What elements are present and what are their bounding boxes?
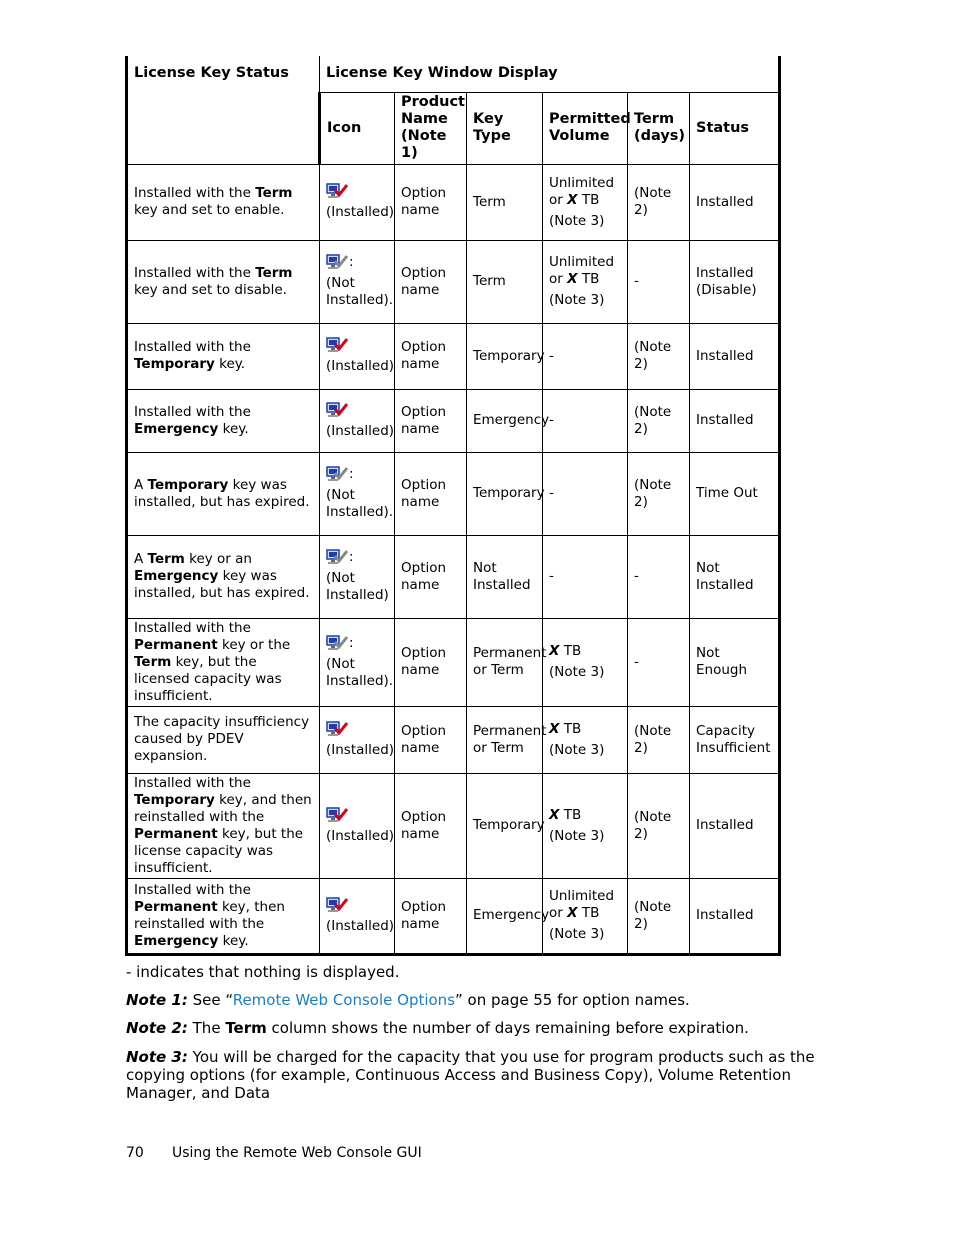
icon-cell <box>320 389 395 452</box>
status-cell: Installed <box>690 323 780 389</box>
bold-term: Term <box>255 185 293 201</box>
icon-cell <box>320 773 395 878</box>
icon-cell <box>320 706 395 773</box>
header-license-key-window-display: License Key Window Display <box>320 56 780 92</box>
license-not-installed-icon <box>326 635 348 652</box>
remote-web-console-options-link[interactable]: Remote Web Console Options <box>232 991 456 1009</box>
license-key-status-cell <box>127 240 320 323</box>
license-key-status-cell <box>127 389 320 452</box>
icon-state-label: (Installed) <box>326 741 395 758</box>
text-fragment: Unlimited <box>549 888 615 904</box>
icon-state-label: (Not Installed). <box>326 487 394 520</box>
bold-term: Emergency <box>134 568 219 584</box>
text-fragment: key, and then reinstalled with the <box>134 791 312 825</box>
icon-state-label: (Not Installed) <box>326 570 389 603</box>
product-name-cell: Option name <box>395 240 467 323</box>
text-fragment: Unlimited <box>549 254 615 270</box>
text-fragment: key was installed, but has expired. <box>134 568 310 601</box>
icon-wrap <box>326 254 388 271</box>
text-fragment: (Note 3) <box>549 664 605 680</box>
icon-state-label: (Installed) <box>326 827 395 844</box>
volume-line <box>549 568 621 585</box>
volume-line <box>549 348 621 365</box>
key-type-cell: Permanent or Term <box>467 706 543 773</box>
text-fragment: Installed with the <box>134 881 251 898</box>
license-key-status-cell <box>127 618 320 706</box>
text-fragment: Installed with the <box>134 774 251 791</box>
license-key-table <box>125 56 781 956</box>
table-row <box>127 389 780 452</box>
note-1-post: ” on page 55 for option names. <box>455 991 690 1009</box>
note-2-term: Term <box>225 1019 267 1037</box>
term-days-cell: - <box>628 618 690 706</box>
volume-line <box>549 828 621 845</box>
text-fragment: key, but the license capacity was insufficient. <box>134 825 304 876</box>
note-1 <box>126 991 816 1009</box>
dash-note: - indicates that nothing is displayed. <box>126 963 400 981</box>
volume-line <box>549 175 621 192</box>
icon-state-label: (Not Installed). <box>326 655 394 689</box>
status-cell: Installed (Disable) <box>690 240 780 323</box>
text-fragment: TB <box>577 271 600 287</box>
bold-term: X <box>567 271 578 287</box>
volume-line <box>549 888 621 905</box>
product-name-cell: Option name <box>395 618 467 706</box>
icon-cell <box>320 618 395 706</box>
text-fragment: Unlimited <box>549 174 615 191</box>
status-cell: Installed <box>690 164 780 240</box>
text-fragment: key or an <box>184 551 252 567</box>
bold-term: Temporary <box>134 356 215 372</box>
icon-wrap <box>326 635 388 652</box>
note-3-label: Note 3: <box>126 1048 188 1066</box>
icon-wrap <box>326 337 388 354</box>
header-permitted-volume: Permitted Volume <box>543 92 628 164</box>
license-not-installed-icon <box>326 254 348 271</box>
table-row <box>127 323 780 389</box>
icon-wrap <box>326 721 388 738</box>
license-not-installed-icon <box>326 466 348 483</box>
text-fragment: or <box>549 905 568 921</box>
icon-state-label: (Installed) <box>326 358 395 374</box>
term-days-cell: - <box>628 535 690 618</box>
permitted-volume-cell <box>543 773 628 878</box>
volume-line <box>549 721 621 738</box>
icon-wrap <box>326 807 388 824</box>
text-fragment: (Note 3) <box>549 292 605 308</box>
text-fragment: TB <box>577 905 600 921</box>
permitted-volume-cell <box>543 323 628 389</box>
note-3 <box>126 1048 816 1102</box>
text-fragment: (Note 3) <box>549 212 605 229</box>
footer-section: Using the Remote Web Console GUI <box>172 1145 422 1161</box>
status-cell: Installed <box>690 773 780 878</box>
text-fragment: - <box>549 412 554 428</box>
product-name-cell: Option name <box>395 706 467 773</box>
permitted-volume-cell <box>543 389 628 452</box>
table-row <box>127 164 780 240</box>
icon-cell <box>320 452 395 535</box>
icon-cell <box>320 878 395 954</box>
license-installed-icon <box>326 721 348 738</box>
text-fragment: key. <box>214 356 246 372</box>
bold-term: Permanent <box>134 898 218 915</box>
icon-wrap <box>326 549 388 566</box>
product-name-cell: Option name <box>395 323 467 389</box>
bold-term: Term <box>134 653 172 670</box>
icon-colon: : <box>349 466 354 482</box>
header-key-type: Key Type <box>467 92 543 164</box>
table-row <box>127 618 780 706</box>
term-days-cell: (Note 2) <box>628 323 690 389</box>
product-name-cell: Option name <box>395 164 467 240</box>
text-fragment: Installed with the <box>134 185 256 201</box>
term-days-cell: (Note 2) <box>628 389 690 452</box>
text-fragment: TB <box>559 720 582 737</box>
product-name-cell: Option name <box>395 773 467 878</box>
bold-term: Term <box>147 551 185 567</box>
text-fragment: key, but the licensed capacity was insufficient. <box>134 653 282 704</box>
icon-wrap <box>326 183 388 200</box>
text-fragment: key. <box>218 932 249 949</box>
icon-state-label: (Not Installed). <box>326 275 394 308</box>
volume-line <box>549 412 621 429</box>
volume-line <box>549 213 621 230</box>
text-fragment: key and set to enable. <box>134 202 285 218</box>
term-days-cell: - <box>628 240 690 323</box>
text-fragment: or <box>549 271 568 287</box>
bold-term: Emergency <box>134 420 219 437</box>
license-not-installed-icon <box>326 549 348 566</box>
note-1-pre: See “ <box>187 991 233 1009</box>
icon-cell <box>320 535 395 618</box>
permitted-volume-cell <box>543 452 628 535</box>
key-type-cell: Permanent or Term <box>467 618 543 706</box>
table-row <box>127 240 780 323</box>
note-2-label: Note 2: <box>126 1019 188 1037</box>
license-key-status-cell <box>127 878 320 954</box>
bold-term: Emergency <box>134 932 219 949</box>
volume-line <box>549 254 621 271</box>
volume-line <box>549 643 621 660</box>
term-days-cell: (Note 2) <box>628 164 690 240</box>
status-cell: Not Enough <box>690 618 780 706</box>
status-cell: Installed <box>690 878 780 954</box>
permitted-volume-cell <box>543 535 628 618</box>
bold-term: Temporary <box>134 791 215 808</box>
license-key-status-cell <box>127 773 320 878</box>
text-fragment: (Note 3) <box>549 926 605 942</box>
bold-term: X <box>567 191 578 208</box>
table-row <box>127 706 780 773</box>
term-days-cell: (Note 2) <box>628 773 690 878</box>
text-fragment: - <box>549 347 554 364</box>
table-row <box>127 535 780 618</box>
volume-line <box>549 742 621 759</box>
license-installed-icon <box>326 337 348 354</box>
page-number: 70 <box>126 1145 144 1161</box>
bold-term: X <box>549 806 560 823</box>
icon-colon: : <box>349 549 354 565</box>
text-fragment: - <box>549 568 554 584</box>
status-cell: Capacity Insufficient <box>690 706 780 773</box>
icon-cell <box>320 323 395 389</box>
product-name-cell: Option name <box>395 452 467 535</box>
license-key-status-cell <box>127 323 320 389</box>
permitted-volume-cell <box>543 240 628 323</box>
bold-term: Temporary <box>147 476 229 493</box>
permitted-volume-cell <box>543 618 628 706</box>
status-cell: Installed <box>690 389 780 452</box>
note-3-text: You will be charged for the capacity that you use for program products such as the copying options (for example, Continuous Access and Business Copy), Volume Retention Manager, and Data <box>126 1048 815 1102</box>
note-2-post: column shows the number of days remaining before expiration. <box>266 1019 749 1037</box>
text-fragment: TB <box>559 806 582 823</box>
volume-line <box>549 926 621 943</box>
table-row <box>127 878 780 954</box>
text-fragment: key. <box>218 420 249 437</box>
license-key-status-cell <box>127 452 320 535</box>
text-fragment: Installed with the <box>134 264 256 281</box>
header-icon: Icon <box>320 92 395 164</box>
status-cell: Not Installed <box>690 535 780 618</box>
license-installed-icon <box>326 183 348 200</box>
text-fragment: Installed with the <box>134 403 251 420</box>
volume-line <box>549 664 621 681</box>
license-key-status-cell <box>127 164 320 240</box>
note-2-pre: The <box>187 1019 226 1037</box>
header-status: Status <box>690 92 780 164</box>
text-fragment: The capacity insufficiency caused by PDEV expansion. <box>134 714 310 764</box>
icon-cell <box>320 164 395 240</box>
text-fragment: A <box>134 476 148 493</box>
key-type-cell: Term <box>467 240 543 323</box>
product-name-cell: Option name <box>395 535 467 618</box>
text-fragment: A <box>134 551 148 567</box>
bold-term: X <box>549 643 560 659</box>
product-name-cell: Option name <box>395 389 467 452</box>
text-fragment: TB <box>577 191 600 208</box>
icon-wrap <box>326 402 388 419</box>
bold-term: Term <box>255 264 293 281</box>
note-2 <box>126 1019 816 1037</box>
header-term-days: Term (days) <box>628 92 690 164</box>
bold-term: Permanent <box>134 825 218 842</box>
key-type-cell: Emergency <box>467 389 543 452</box>
header-product-name: Product Name (Note 1) <box>395 92 467 164</box>
permitted-volume-cell <box>543 164 628 240</box>
text-fragment: key and set to disable. <box>134 281 287 298</box>
status-cell: Time Out <box>690 452 780 535</box>
text-fragment: key was installed, but has expired. <box>134 476 310 510</box>
text-fragment: - <box>549 485 554 501</box>
permitted-volume-cell <box>543 878 628 954</box>
license-installed-icon <box>326 897 348 914</box>
key-type-cell: Term <box>467 164 543 240</box>
icon-state-label: (Installed) <box>326 917 395 934</box>
icon-colon: : <box>349 634 354 651</box>
term-days-cell: (Note 2) <box>628 878 690 954</box>
text-fragment: (Note 3) <box>549 827 605 844</box>
volume-line <box>549 905 621 922</box>
table-row <box>127 452 780 535</box>
icon-state-label: (Installed) <box>326 204 395 220</box>
term-days-cell: (Note 2) <box>628 452 690 535</box>
icon-state-label: (Installed) <box>326 422 395 439</box>
text-fragment: Installed with the <box>134 339 251 355</box>
license-key-status-cell <box>127 535 320 618</box>
text-fragment: key, then reinstalled with the <box>134 898 285 932</box>
license-installed-icon <box>326 402 348 419</box>
key-type-cell: Temporary <box>467 452 543 535</box>
text-fragment: Installed with the <box>134 619 251 636</box>
icon-colon: : <box>349 254 354 270</box>
icon-cell <box>320 240 395 323</box>
text-fragment: or <box>549 191 568 208</box>
note-1-label: Note 1: <box>126 991 188 1009</box>
key-type-cell: Emergency <box>467 878 543 954</box>
term-days-cell: (Note 2) <box>628 706 690 773</box>
volume-line <box>549 271 621 288</box>
key-type-cell: Not Installed <box>467 535 543 618</box>
text-fragment: (Note 3) <box>549 741 605 758</box>
page-footer <box>126 1145 422 1161</box>
text-fragment: key or the <box>217 636 291 653</box>
product-name-cell: Option name <box>395 878 467 954</box>
icon-wrap <box>326 897 388 914</box>
volume-line <box>549 192 621 209</box>
bold-term: Permanent <box>134 636 218 653</box>
key-type-cell: Temporary <box>467 773 543 878</box>
license-key-status-cell <box>127 706 320 773</box>
text-fragment: TB <box>559 643 582 659</box>
volume-line <box>549 485 621 502</box>
table-row <box>127 773 780 878</box>
permitted-volume-cell <box>543 706 628 773</box>
key-type-cell: Temporary <box>467 323 543 389</box>
volume-line <box>549 292 621 309</box>
icon-wrap <box>326 466 388 483</box>
bold-term: X <box>567 905 578 921</box>
bold-term: X <box>549 720 560 737</box>
volume-line <box>549 807 621 824</box>
license-installed-icon <box>326 807 348 824</box>
header-license-key-status: License Key Status <box>127 56 320 164</box>
